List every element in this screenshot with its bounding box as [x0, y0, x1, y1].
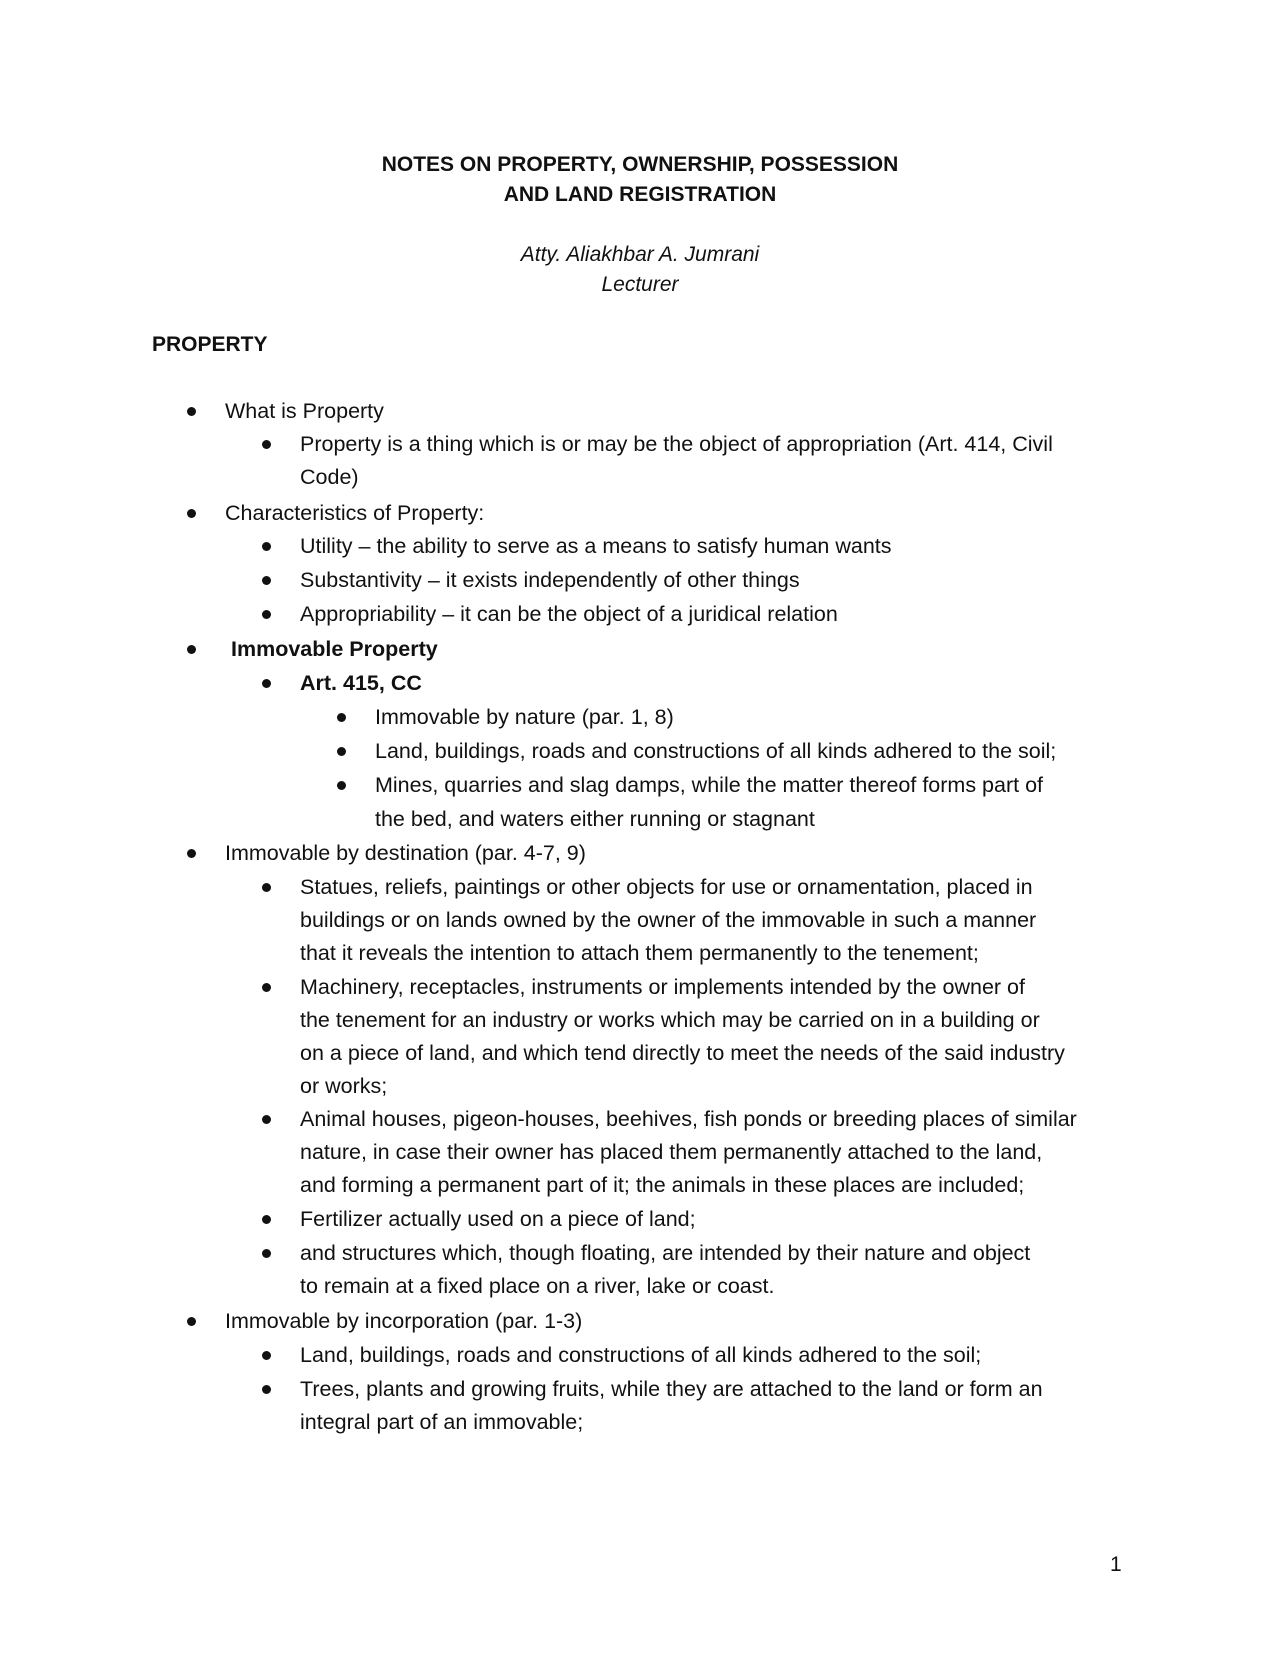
bullet-icon [262, 679, 271, 688]
list-item-text: Immovable by destination (par. 4-7, 9) [225, 841, 586, 865]
list-item-text: or works; [300, 1074, 388, 1098]
list-item-text: Appropriability – it can be the object of a juridical relation [300, 602, 838, 626]
document-title-line-2: AND LAND REGISTRATION [503, 183, 777, 206]
bullet-icon [262, 542, 271, 551]
bullet-icon [262, 983, 271, 992]
author-name: Atty. Aliakhbar A. Jumrani [520, 243, 760, 266]
list-item-text: What is Property [225, 399, 384, 423]
bullet-icon [262, 1385, 271, 1394]
list-item-text: the bed, and waters either running or stagnant [375, 807, 815, 831]
list-item-text: that it reveals the intention to attach them permanently to the tenement; [300, 941, 979, 965]
list-item-text: Code) [300, 465, 359, 489]
list-item-text: Land, buildings, roads and constructions of all kinds adhered to the soil; [375, 739, 1057, 763]
list-item-text: Immovable Property [231, 637, 438, 661]
author-role: Lecturer [601, 273, 679, 296]
bullet-icon [187, 509, 196, 518]
list-item-text: integral part of an immovable; [300, 1410, 584, 1434]
bullet-icon [262, 883, 271, 892]
list-item-text: Art. 415, CC [300, 671, 422, 695]
list-item-text: Animal houses, pigeon-houses, beehives, fish ponds or breeding places of similar [300, 1107, 1077, 1131]
list-item-text: nature, in case their owner has placed them permanently attached to the land, [300, 1140, 1043, 1164]
bullet-icon [262, 440, 271, 449]
bullet-icon [337, 747, 346, 756]
list-item-text: Immovable by incorporation (par. 1-3) [225, 1309, 583, 1333]
list-item-text: the tenement for an industry or works which may be carried on in a building or [300, 1008, 1040, 1032]
bullet-icon [262, 610, 271, 619]
bullet-icon [187, 645, 196, 654]
bullet-icon [262, 576, 271, 585]
list-item-text: Machinery, receptacles, instruments or implements intended by the owner of [300, 975, 1025, 999]
section-heading: PROPERTY [152, 333, 268, 356]
list-item-text: Utility – the ability to serve as a means to satisfy human wants [300, 534, 892, 558]
list-item-text: Fertilizer actually used on a piece of land; [300, 1207, 696, 1231]
list-item-text: to remain at a fixed place on a river, lake or coast. [300, 1274, 775, 1298]
bullet-icon [337, 713, 346, 722]
bullet-icon [187, 407, 196, 416]
list-item-text: Trees, plants and growing fruits, while they are attached to the land or form an [300, 1377, 1043, 1401]
list-item-text: Substantivity – it exists independently of other things [300, 568, 800, 592]
list-item-text: Mines, quarries and slag damps, while the matter thereof forms part of [375, 773, 1044, 797]
list-item-text: and structures which, though floating, are intended by their nature and object [300, 1241, 1031, 1265]
bullet-icon [262, 1115, 271, 1124]
list-item-text: Characteristics of Property: [225, 501, 485, 525]
list-item-text: on a piece of land, and which tend directly to meet the needs of the said industry [300, 1041, 1065, 1065]
page-number: 1 [1110, 1553, 1122, 1576]
list-item-text: Immovable by nature (par. 1, 8) [375, 705, 674, 729]
list-item-text: and forming a permanent part of it; the animals in these places are included; [300, 1173, 1025, 1197]
bullet-icon [187, 1317, 196, 1326]
list-item-text: Property is a thing which is or may be the object of appropriation (Art. 414, Civil [300, 432, 1053, 456]
list-item-text: buildings or on lands owned by the owner of the immovable in such a manner [300, 908, 1037, 932]
list-item-text: Land, buildings, roads and constructions of all kinds adhered to the soil; [300, 1343, 982, 1367]
bullet-icon [262, 1215, 271, 1224]
bullet-icon [262, 1351, 271, 1360]
bullet-icon [337, 781, 346, 790]
list-item-text: Statues, reliefs, paintings or other objects for use or ornamentation, placed in [300, 875, 1033, 899]
bullet-icon [262, 1249, 271, 1258]
bullet-icon [187, 849, 196, 858]
document-title-line-1: NOTES ON PROPERTY, OWNERSHIP, POSSESSION [381, 153, 899, 176]
